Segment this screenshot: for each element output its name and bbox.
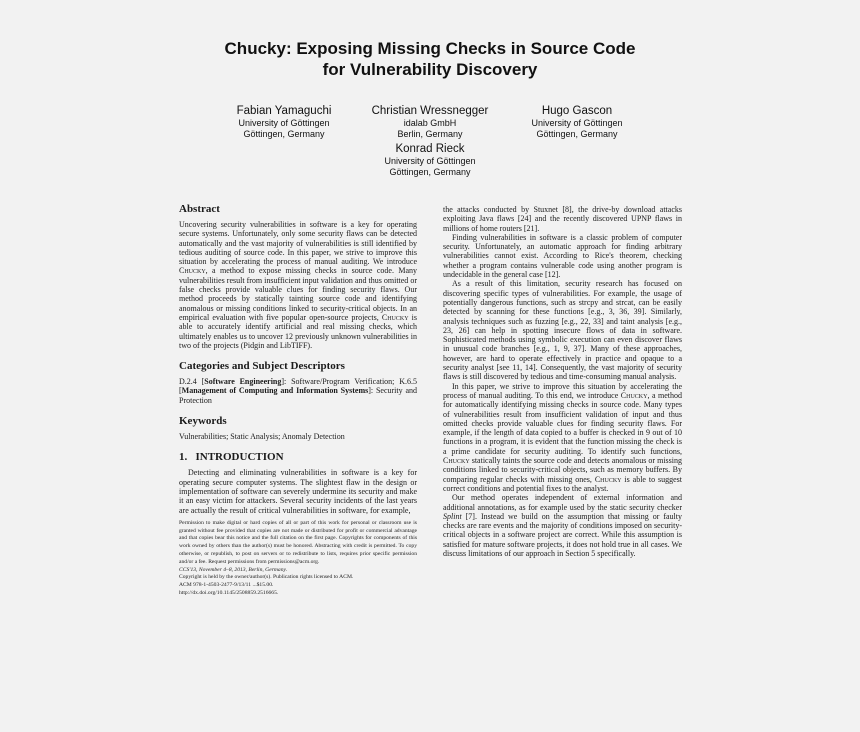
categories-text <box>179 377 417 405</box>
author-name: Fabian Yamaguchi <box>236 105 332 117</box>
author-affiliation: University of Göttingen <box>238 118 330 128</box>
author-location: Göttingen, Germany <box>243 129 325 139</box>
permission-notice: Permission to make digital or hard copies of all or part of this work for personal or classroom use is granted without fee provided that copies are not made or distributed for profit or commercial advantage and that copies bear this notice and the full citation on the first page. Copyrights for components of this work owned by others than the author(s) must be honored. Abstracting with credit is permitted. To copy otherwise, or republish, to post on servers or to redistribute to lists, requires prior specific permission and/or a fee. Request permissions from permissions@acm.org. <box>179 519 417 565</box>
categories-part: Software Engineering <box>204 377 282 387</box>
chucky-name: Chucky <box>381 312 409 322</box>
body-text-part: Our method operates independent of external information and additional annotations, as for example used by the static security checker <box>443 493 682 512</box>
copyright-line: Copyright is held by the owner/author(s). Publication rights licensed to ACM. <box>179 574 354 581</box>
abstract-text-part: Uncovering security vulnerabilities in software is a key for operating secure systems. Unfortunately, only some security flaws can be detected automatically and the vast majority of vulnerabilities is still identified by tedious auditing of source code. In this paper, we strive to improve this situation by accelerating the process of manual auditing. We introduce <box>179 220 417 267</box>
author-block-2 <box>350 105 510 140</box>
categories-part: Management of Computing and Information Systems <box>181 386 369 396</box>
body-text-part: , a method for automatically identifying missing checks in source code. Many types of vulnerabilities result from insufficient validation of input and thus omitted checks provide valuable clues for finding security flaws. For example, if the length of data copied to a buffer is checked in 9 out of 10 functions in a program, it is evident that the function missing the check is a prime candidate for security auditing. To identify such functions, <box>443 390 683 456</box>
abstract-text-part: , a method to expose missing checks in source code. Many vulnerabilities result from insufficient input validation and thus omitted or false checks provide valuable clues for finding security flaws. Our method proceeds by statically tainting source code and identifying anomalous or missing conditions linked to security-critical objects. In an empirical evaluation with five popular open-source projects, <box>179 266 417 322</box>
body-paragraph: Finding vulnerabilities in software is a classic problem of computer security. Unfortunately, an automatic approach for finding arbitrary vulnerabilities cannot exist. According to Rice's theorem, checking whether a program contains vulnerable code using another program is undecidable in the general case [12]. <box>443 232 682 280</box>
categories-heading: Categories and Subject Descriptors <box>179 360 345 373</box>
author-block-1 <box>204 105 364 140</box>
body-paragraph <box>443 382 682 494</box>
author-affiliation: University of Göttingen <box>384 156 476 166</box>
author-location: Göttingen, Germany <box>389 167 471 177</box>
author-affiliation: University of Göttingen <box>531 118 623 128</box>
author-affiliation: idalab GmbH <box>403 118 457 128</box>
copyright-footnote <box>179 520 417 598</box>
chucky-name: Chucky <box>620 390 648 400</box>
author-name: Christian Wressnegger <box>371 105 489 117</box>
paper-title-line-2: for Vulnerability Discovery <box>322 60 538 79</box>
abstract-text <box>179 220 417 350</box>
abstract-text-part: is able to accurately identify artificial and real missing checks, which ultimately enables us to uncover 12 previously unknown vulnerabilities in two of the projects (Pidgin and LibTIFF). <box>179 312 417 350</box>
author-location: Berlin, Germany <box>397 129 463 139</box>
chucky-name: Chucky <box>443 456 470 466</box>
author-name: Hugo Gascon <box>541 105 613 117</box>
introduction-heading: 1. INTRODUCTION <box>179 451 284 464</box>
doi-link: http://dx.doi.org/10.1145/2508859.2516665. <box>179 590 279 596</box>
conference-info: CCS'13, November 4–8, 2013, Berlin, Germany. <box>179 566 288 573</box>
author-location: Göttingen, Germany <box>536 129 618 139</box>
abstract-heading: Abstract <box>179 203 220 215</box>
author-name: Konrad Rieck <box>395 143 465 155</box>
keywords-text: Vulnerabilities; Static Analysis; Anomaly Detection <box>179 432 345 442</box>
categories-part: ]: Security and Protection <box>179 386 417 405</box>
body-text-part: [7]. Instead we build on the assumption that missing or faulty checks are rare events and the majority of conditions imposed on security-critical objects in a software project are correct. While this assumption is satisfied for mature software projects, it does not hold true in all cases. We discuss limitations of our approach in Section 5 specifically. <box>443 511 682 558</box>
categories-part: ]: Software/Program Verification; K.6.5 [ <box>179 377 418 396</box>
author-block-4 <box>350 143 510 178</box>
chucky-name: Chucky <box>179 266 206 276</box>
left-column <box>179 203 417 598</box>
splint-name: Splint <box>443 511 462 521</box>
keywords-heading: Keywords <box>179 415 227 428</box>
body-paragraph: the attacks conducted by Stuxnet [8], the drive-by download attacks exploiting Java flaws [24] and the recently discovered UPNP flaws in millions of home routers [21]. <box>443 205 682 233</box>
acm-isbn: ACM 978-1-4503-2477-9/13/11 ...$15.00. <box>179 582 274 589</box>
author-block-3 <box>497 105 657 140</box>
body-text-part: is able to suggest correct conditions and potential fixes to the analyst. <box>443 474 682 493</box>
body-text-part: statically taints the source code and detects anomalous or missing conditions linked to security-critical objects, such as memory buffers. By comparing regular checks with missing ones, <box>443 456 682 484</box>
introduction-paragraph: Detecting and eliminating vulnerabilities in software is a key for operating secure computer systems. The slightest flaw in the design or implementation of software can severely undermine its security and make it an easy victim for attackers. Several security incidents of the last years are actually the result of critical vulnerabilities in software, for example, <box>179 468 417 515</box>
paper-title-line-1: Chucky: Exposing Missing Checks in Source Code <box>224 39 636 58</box>
body-paragraph: As a result of this limitation, security research has focused on discovering specific types of vulnerabilities. For example, the usage of potentially dangerous functions, such as strcpy and strcat, can be easily detected by scanning for these functions [e.g., 3, 36, 39]. Similarly, analysis techniques such as fuzzing [e.g., 22, 33] and taint analysis [e.g., 23, 26] can help in spotting insecure flows of data in software. Sophisticated methods using symbolic execution can even discover flaws in unusual code branches [e.g., 1, 9, 37]. Many of these approaches, however, are hard to operate effectively in practice and opaque to a security analyst [see 11, 14]. Consequently, the vast majority of security flaws is still discovered by tedious and time-consuming manual analysis. <box>443 279 682 382</box>
body-text-part: In this paper, we strive to improve this situation by accelerating the process of manual auditing. To this end, we introduce <box>443 381 682 400</box>
body-paragraph <box>443 493 682 558</box>
categories-part: D.2.4 [ <box>179 377 205 387</box>
right-column <box>443 205 682 558</box>
chucky-name: Chucky <box>594 474 622 484</box>
